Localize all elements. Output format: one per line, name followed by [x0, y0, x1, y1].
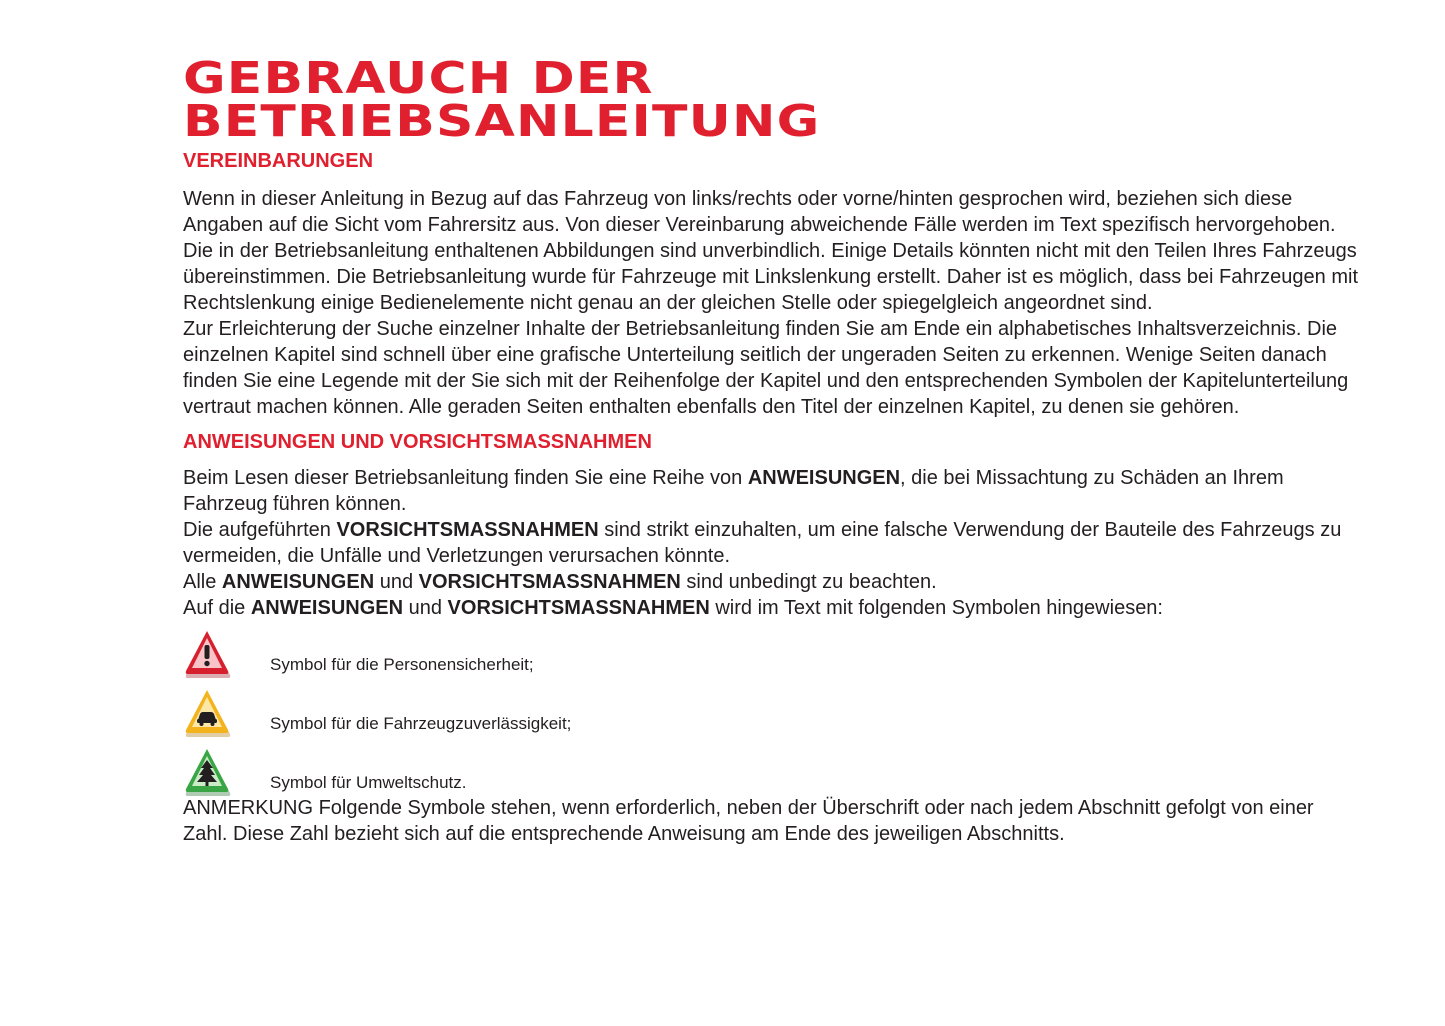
text-run: Beim Lesen dieser Betriebsanleitung finden Sie eine Reihe von	[183, 467, 748, 489]
section-vereinbarungen-body	[183, 186, 1363, 420]
text-run: und	[374, 571, 419, 593]
text-run: Alle	[183, 571, 222, 593]
text-run: Die aufgeführten	[183, 519, 337, 541]
paragraph	[183, 517, 1363, 569]
paragraph: Zur Erleichterung der Suche einzelner Inhalte der Betriebsanleitung finden Sie am Ende ein alphabetisches Inhaltsverzeichnis. Die einzelnen Kapitel sind schnell über eine grafische Unterteilung seitlich der ungeraden Seiten zu erkennen. Wenige Seiten danach finden Sie eine Legende mit der Sie sich mit der Reihenfolge der Kapitel und den entsprechenden Symbolen der Kapitelunterteilung vertraut machen können. Alle geraden Seiten enthalten ebenfalls den Titel der einzelnen Kapitel, zu denen sie gehören.	[183, 318, 1349, 418]
symbol-row-environment	[183, 747, 1363, 795]
page-title	[183, 53, 1445, 147]
note-paragraph: ANMERKUNG Folgende Symbole stehen, wenn erforderlich, neben der Überschrift oder nach jedem Abschnitt gefolgt von einer Zahl. Diese Zahl bezieht sich auf die entsprechende Anweisung am Ende des jeweiligen Abschnitts.	[183, 797, 1314, 845]
symbol-label: Symbol für Umweltschutz.	[270, 773, 467, 792]
text-run: wird im Text mit folgenden Symbolen hingewiesen:	[709, 597, 1163, 619]
text-run: , die bei Missachtung zu Schäden an Ihrem Fahrzeug führen können.	[183, 467, 1284, 515]
paragraph: Wenn in dieser Anleitung in Bezug auf das Fahrzeug von links/rechts oder vorne/hinten gesprochen wird, beziehen sich diese Angaben auf die Sicht vom Fahrersitz aus. Von dieser Vereinbarung abweichende Fälle werden im Text spezifisch hervorgehoben.	[183, 188, 1336, 236]
section-heading-vereinbarungen: VEREINBARUNGEN	[183, 150, 374, 172]
page-title-line-1: GEBRAUCH DER	[183, 53, 654, 104]
paragraph	[183, 595, 1363, 621]
paragraph: Die in der Betriebsanleitung enthaltenen Abbildungen sind unverbindlich. Einige Details könnten nicht mit den Teilen Ihres Fahrzeugs übereinstimmen. Die Betriebsanleitung wurde für Fahrzeuge mit Linkslenkung erstellt. Daher ist es möglich, dass bei Fahrzeugen mit Rechtslenkung einige Bedienelemente nicht genau an der gleichen Stelle oder spiegelgleich angeordnet sind.	[183, 240, 1359, 314]
symbol-row-person-safety	[183, 629, 1363, 688]
text-run: sind strikt einzuhalten, um eine falsche Verwendung der Bauteile des Fahrzeugs zu vermeiden, die Unfälle und Verletzungen verursachen könnte.	[183, 519, 1342, 567]
bold-term: ANWEISUNGEN	[747, 467, 901, 489]
bold-term: VORSICHTSMASSNAHMEN	[418, 571, 681, 593]
car-warning-icon	[183, 688, 231, 738]
bold-term: VORSICHTSMASSNAHMEN	[447, 597, 710, 619]
section-heading-anweisungen: ANWEISUNGEN UND VORSICHTSMASSNAHMEN	[183, 431, 652, 453]
tree-warning-icon	[183, 747, 231, 797]
text-run: sind unbedingt zu beachten.	[680, 571, 937, 593]
page-title-line-2: BETRIEBSANLEITUNG	[183, 96, 821, 147]
paragraph	[183, 465, 1363, 517]
paragraph	[183, 569, 1363, 595]
symbol-row-vehicle-reliability	[183, 688, 1363, 747]
exclamation-warning-icon	[183, 629, 231, 679]
page-content	[183, 53, 1363, 847]
bold-term: ANWEISUNGEN	[250, 597, 404, 619]
bold-term: ANWEISUNGEN	[221, 571, 375, 593]
symbol-list	[183, 629, 1363, 795]
bold-term: VORSICHTSMASSNAHMEN	[336, 519, 599, 541]
text-run: Auf die	[183, 597, 251, 619]
section-anweisungen-body	[183, 465, 1363, 621]
symbol-label: Symbol für die Personensicherheit;	[270, 655, 534, 674]
symbol-label: Symbol für die Fahrzeugzuverlässigkeit;	[270, 714, 572, 733]
text-run: und	[403, 597, 448, 619]
